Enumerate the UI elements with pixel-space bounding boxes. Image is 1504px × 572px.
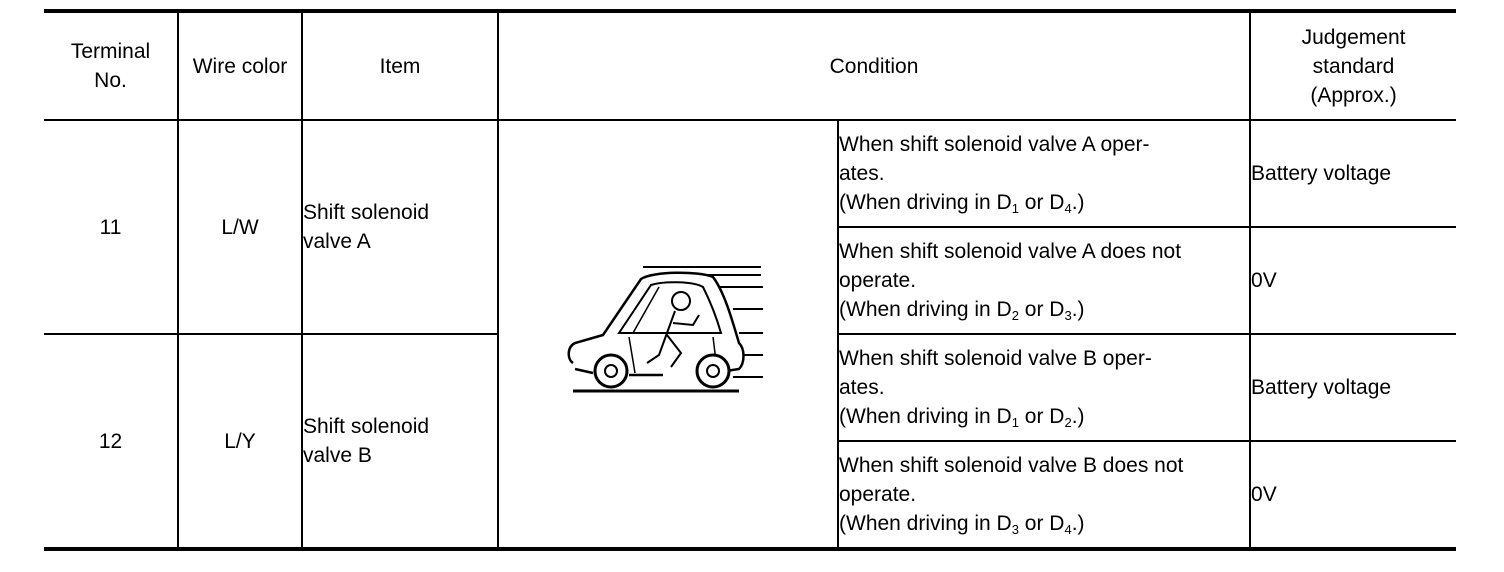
judgement-value: Battery voltage — [1250, 120, 1456, 227]
header-item: Item — [302, 11, 498, 120]
header-terminal-no: Terminal No. — [44, 11, 178, 120]
wire-color: L/W — [178, 120, 302, 334]
terminal-number: 12 — [44, 334, 178, 549]
judgement-value: Battery voltage — [1250, 334, 1456, 441]
item-name: Shift solenoid valve A — [302, 120, 498, 334]
condition-text: When shift solenoid valve B oper- ates. (When driving in $D_1$ or $D_2$.) — [838, 334, 1250, 441]
wire-color: L/Y — [178, 334, 302, 549]
terminal-spec-table — [44, 9, 1456, 551]
header-row — [44, 11, 1456, 120]
judgement-value: 0V — [1250, 227, 1456, 334]
condition-illustration — [498, 120, 838, 549]
driving-car-icon — [563, 263, 773, 405]
header-condition: Condition — [498, 11, 1250, 120]
condition-text: When shift solenoid valve A oper- ates. (When driving in $D_1$ or $D_4$.) — [838, 120, 1250, 227]
header-wire-color: Wire color — [178, 11, 302, 120]
condition-text: When shift solenoid valve B does not operate. (When driving in $D_3$ or $D_4$.) — [838, 441, 1250, 549]
header-judgement-standard: Judgement standard (Approx.) — [1250, 11, 1456, 120]
terminal-number: 11 — [44, 120, 178, 334]
judgement-value: 0V — [1250, 441, 1456, 549]
table-row — [44, 120, 1456, 227]
condition-text: When shift solenoid valve A does not operate. (When driving in $D_2$ or $D_3$.) — [838, 227, 1250, 334]
item-name: Shift solenoid valve B — [302, 334, 498, 549]
